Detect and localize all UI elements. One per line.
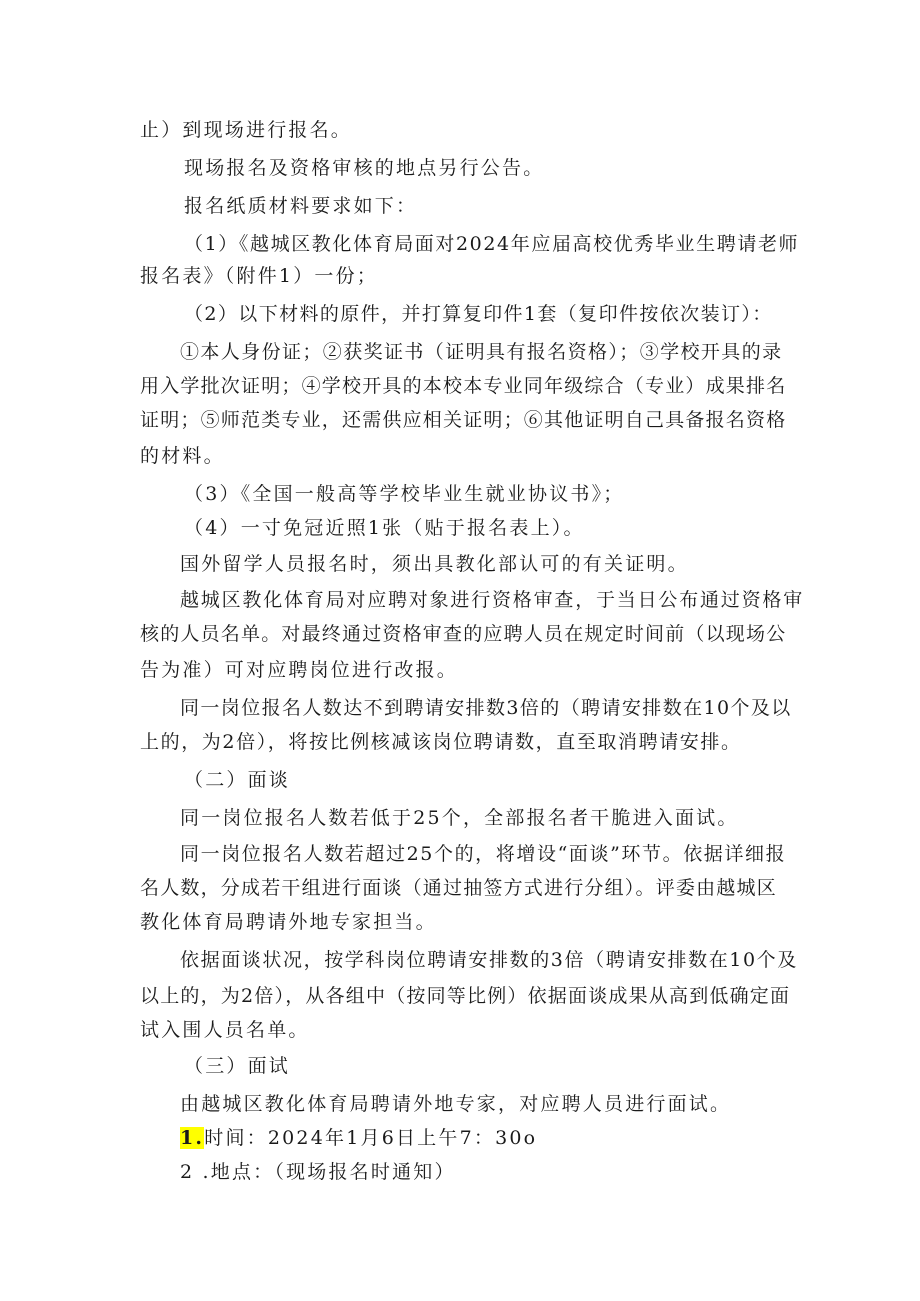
text-line: 止）到现场进行报名。 [140,119,353,141]
text-line: （4）一寸免冠近照1张（贴于报名表上）。 [184,517,585,539]
text-line: 由越城区教化体育局聘请外地专家，对应聘人员进行面试。 [180,1093,732,1115]
list-item: 2 .地点：（现场报名时通知） [180,1161,456,1183]
text-line: 依据面谈状况，按学科岗位聘请安排数的3倍（聘请安排数在10个及 [180,949,798,971]
text-line: 以上的，为2倍），从各组中（按同等比例）依据面谈成果从高到低确定面 [140,985,791,1007]
text-line: 的材料。 [140,445,225,467]
text-line: 报名纸质材料要求如下： [184,195,418,217]
text-line: 同一岗位报名人数若低于25个，全部报名者干脆进入面试。 [180,807,739,829]
text-line: 报名表》（附件1）一份； [140,265,378,287]
text-line: （2）以下材料的原件，并打算复印件1套（复印件按依次装订）： [184,303,773,325]
text-line: 上的，为2倍），将按比例核减该岗位聘请数，直至取消聘请安排。 [140,731,742,753]
text-line: （1）《越城区教化体育局面对2024年应届高校优秀毕业生聘请老师 [184,233,800,255]
text-line: 同一岗位报名人数达不到聘请安排数3倍的（聘请安排数在10个及以 [180,697,792,719]
section-heading: （二）面谈 [184,769,291,791]
text-line: 国外留学人员报名时，须出具教化部认可的有关证明。 [180,553,689,575]
text-line: 证明；⑤师范类专业，还需供应相关证明；⑥其他证明自己具备报名资格 [140,409,787,431]
text-line: 名人数，分成若干组进行面谈（通过抽签方式进行分组）。评委由越城区 [140,877,777,899]
text-line: 越城区教化体育局对应聘对象进行资格审查，于当日公布通过资格审 [180,589,805,611]
item-text: 时间：2024年1月6日上午7：30o [204,1127,538,1149]
text-line: 试入围人员名单。 [140,1019,310,1041]
text-line: 核的人员名单。对最终通过资格审查的应聘人员在规定时间前（以现场公 [140,623,787,645]
item-number-highlight: 1. [180,1127,205,1149]
text-line: 现场报名及资格审核的地点另行公告。 [184,157,545,179]
list-item [180,1126,537,1150]
text-line: 用入学批次证明；④学校开具的本校本专业同年级综合（专业）成果排名 [140,375,787,397]
text-line: （3）《全国一般高等学校毕业生就业协议书》； [184,483,625,505]
section-heading: （三）面试 [184,1055,291,1077]
text-line: 教化体育局聘请外地专家担当。 [140,911,437,933]
text-line: 告为准）可对应聘岗位进行改报。 [140,659,459,681]
text-line: ①本人身份证；②获奖证书（证明具有报名资格）；③学校开具的录 [180,341,783,363]
text-line: 同一岗位报名人数若超过25个的，将增设“面谈”环节。依据详细报 [180,843,787,865]
